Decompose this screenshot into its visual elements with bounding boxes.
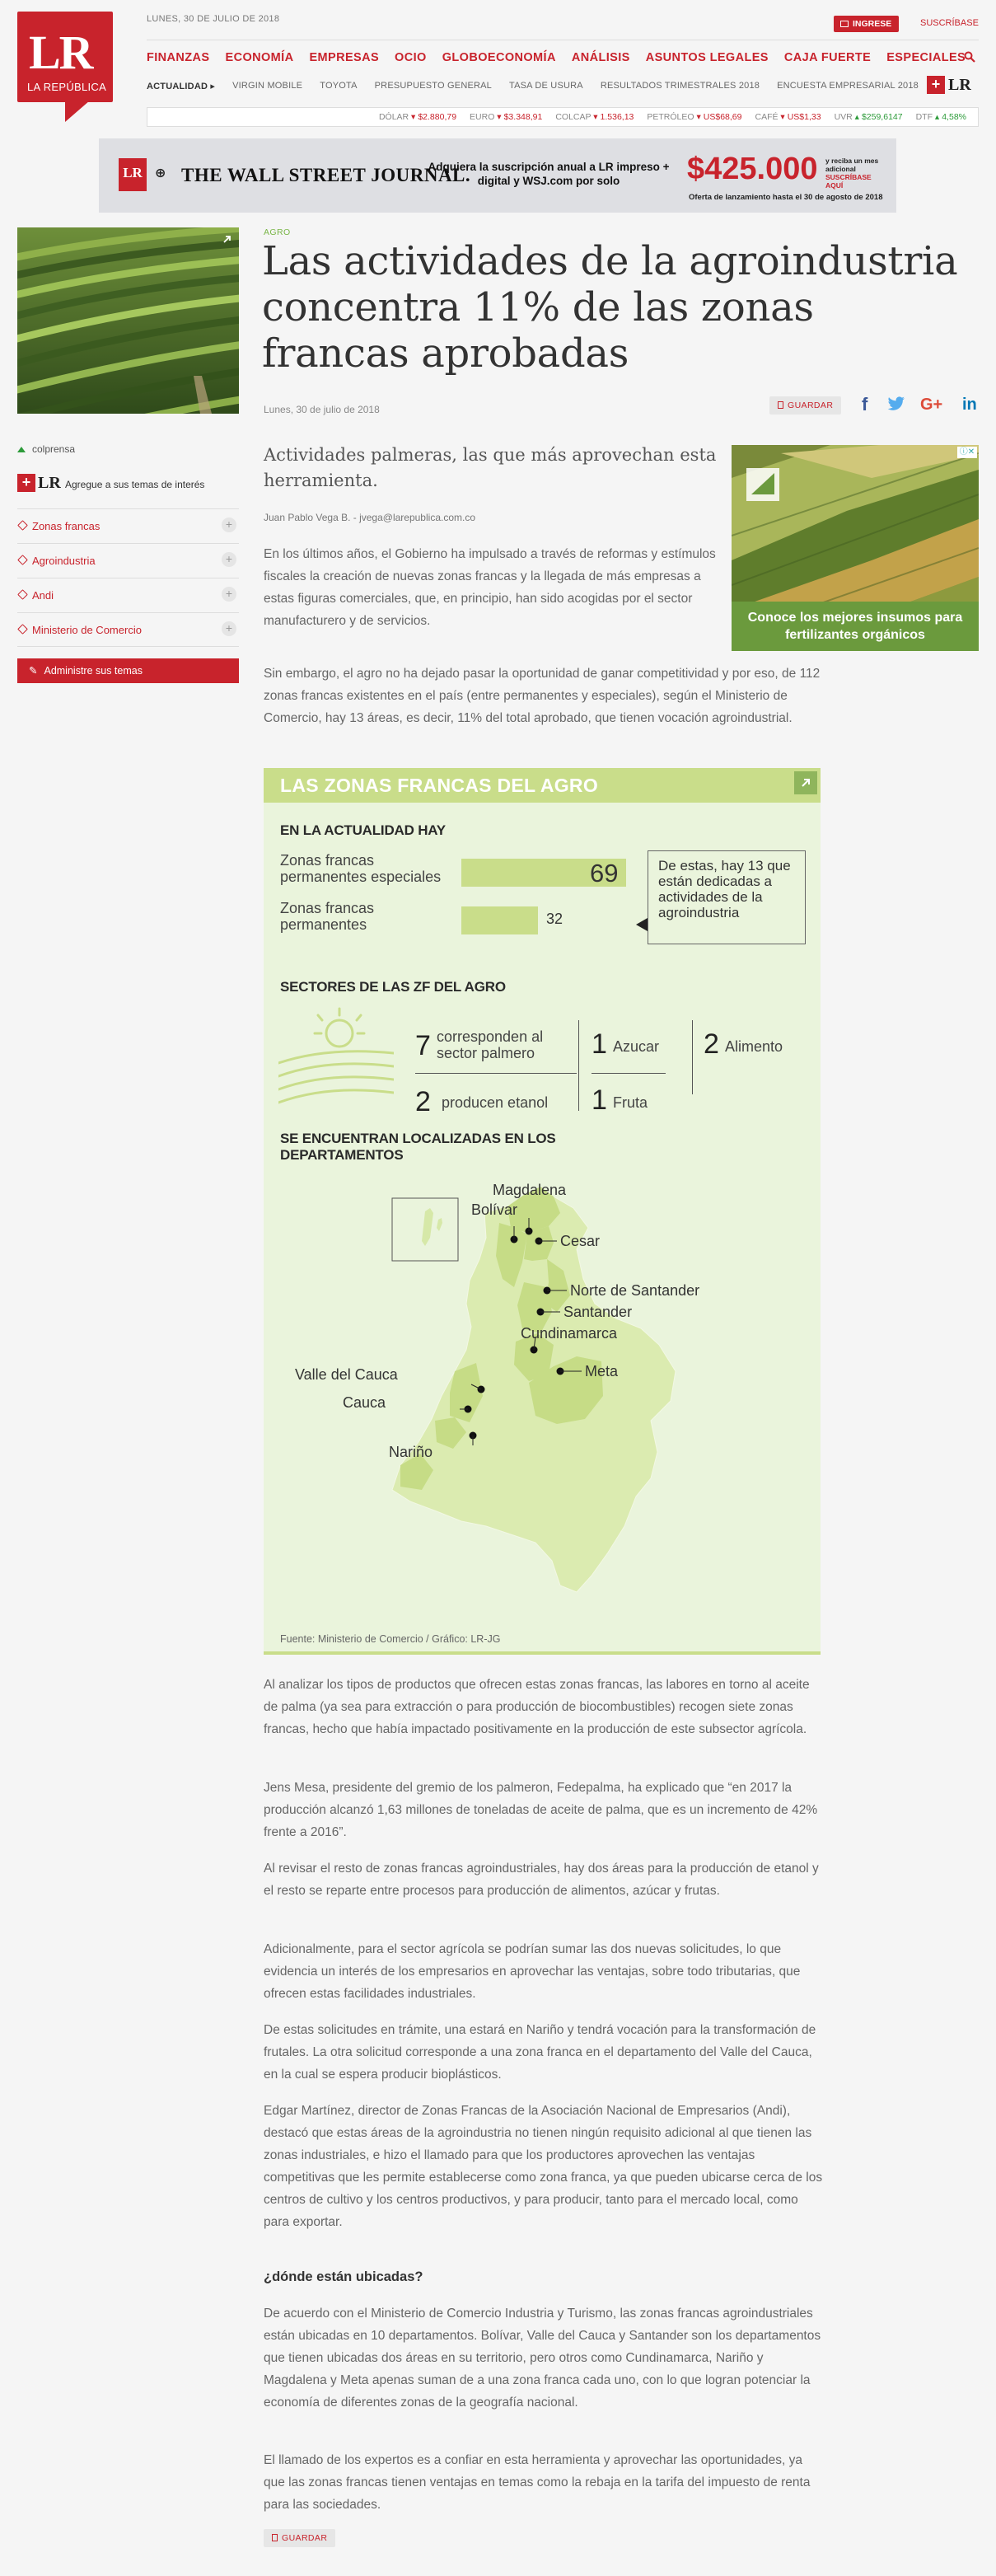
- subnav-item[interactable]: TOYOTA: [320, 81, 358, 91]
- map-label: Meta: [585, 1363, 619, 1379]
- main-nav: [147, 51, 981, 64]
- nav-globoeconomia[interactable]: GLOBOECONOMÍA: [442, 51, 556, 64]
- wsj-ad-banner[interactable]: LR ⊕ THE WALL STREET JOURNAL. Adquiera la suscripción anual a LR impreso + digital y WSJ.com por solo $425.000 y reciba un mes adicional SUSCRÍBASE AQUÍ Oferta de lanzamiento hasta el 30 de agosto de 2018: [99, 138, 896, 213]
- ad-price: $425.000: [687, 152, 818, 186]
- tag-icon: [17, 555, 28, 565]
- search-icon[interactable]: [964, 51, 975, 63]
- infographic-header: [264, 768, 821, 803]
- subnav-item[interactable]: TASA DE USURA: [509, 81, 583, 91]
- arrow-down-icon: ▾: [591, 112, 598, 122]
- bar-zonas-permanentes: [461, 906, 538, 934]
- sector-number: 1: [592, 1084, 607, 1116]
- ticker-item[interactable]: DTF ▴ 4,58%: [915, 112, 966, 122]
- subnav-item[interactable]: RESULTADOS TRIMESTRALES 2018: [600, 81, 760, 91]
- article-subheading: ¿dónde están ubicadas?: [264, 2269, 423, 2284]
- sector-number: 1: [592, 1028, 607, 1060]
- wsj-brand: THE WALL STREET JOURNAL.: [181, 165, 471, 185]
- sector-number: 7: [415, 1030, 431, 1061]
- nav-analisis[interactable]: ANÁLISIS: [571, 51, 630, 64]
- topic-andi[interactable]: Andi +: [17, 578, 239, 612]
- paragraph: Adicionalmente, para el sector agrícola se podrían sumar las dos nuevas solicitudes, lo que evidencia un interés de los empresarios en aprovechar las ventajas, sobre todo tributarias, que ofrecen estas facilidades industriales.: [264, 1942, 801, 2001]
- paragraph: Jens Mesa, presidente del gremio de los palmeron, Fedepalma, ha explicado que “en 2017 la producción alcanzó 1,63 millones de toneladas de aceite de palma, que es un incremento de 42% frente a 2016”.: [264, 1781, 818, 1839]
- arrow-down-icon: ▾: [778, 112, 785, 122]
- infographic-source: Fuente: Ministerio de Comercio / Gráfico: LR-JG: [280, 1633, 501, 1645]
- topic-agroindustria[interactable]: Agroindustria +: [17, 543, 239, 578]
- ad-text: Adquiera la suscripción anual a LR impreso + digital y WSJ.com por solo: [428, 161, 670, 187]
- save-button-bottom[interactable]: GUARDAR: [264, 2529, 335, 2547]
- bar-value: 32: [546, 911, 563, 927]
- infographic: [264, 768, 821, 1655]
- login-icon: [840, 21, 849, 27]
- infographic-title: LAS ZONAS FRANCAS DEL AGRO: [280, 775, 599, 796]
- tag-icon: [17, 520, 28, 531]
- paragraph: De acuerdo con el Ministerio de Comercio Industria y Turismo, las zonas francas agroindustriales están ubicadas en 10 departamentos. Bolívar, Valle del Cauca y Santander son los departamentos que tienen ubicadas dos áreas en su territorio, pero otros como Cundinamarca, Nariño y Magdalena y Meta apenas suman de a una zona franca cada uno, con lo que logran potenciar la economía de diferentes zonas de la geografía nacional.: [264, 2307, 821, 2410]
- lr-ad-logo: LR: [119, 158, 147, 191]
- nav-asuntos-legales[interactable]: ASUNTOS LEGALES: [645, 51, 769, 64]
- map-label: Cundinamarca: [521, 1325, 618, 1342]
- sector-label: Alimento: [725, 1038, 783, 1055]
- add-topic-icon[interactable]: +: [222, 518, 236, 532]
- section-heading: EN LA ACTUALIDAD HAY: [280, 822, 446, 838]
- sun-icon: [278, 1004, 394, 1106]
- tag-icon: [17, 624, 28, 635]
- ticker-item[interactable]: UVR ▴ $259,6147: [834, 112, 903, 122]
- site-header: [0, 0, 996, 132]
- market-ticker: [147, 107, 979, 127]
- article-date: Lunes, 30 de julio de 2018: [264, 404, 380, 415]
- tag-icon: [17, 589, 28, 600]
- ticker-item[interactable]: DÓLAR ▾ $2.880,79: [378, 112, 457, 122]
- sub-nav: [147, 81, 936, 91]
- sector-number: 2: [415, 1086, 431, 1117]
- pencil-icon: ✎: [29, 665, 38, 677]
- map-label: Valle del Cauca: [295, 1366, 398, 1383]
- article-lead: Actividades palmeras, las que más aprovechan esta herramienta.: [264, 445, 717, 490]
- arrow-up-icon: ▴: [933, 112, 940, 122]
- follow-topics-header: + LR Agregue a sus temas de interés: [17, 474, 239, 499]
- ad-offer: Oferta de lanzamiento hasta el 30 de agosto de 2018: [689, 193, 883, 202]
- ticker-item[interactable]: PETRÓLEO ▾ US$68,69: [647, 112, 742, 122]
- article-image[interactable]: [17, 227, 239, 414]
- subnav-item[interactable]: ENCUESTA EMPRESARIAL 2018: [777, 81, 919, 91]
- arrow-down-icon: ▾: [494, 112, 502, 122]
- google-plus-icon[interactable]: G+: [920, 396, 943, 414]
- paragraph: Sin embargo, el agro no ha dejado pasar la oportunidad de ganar competitividad y por eso, de 112 zonas francas existentes en el país (entre permanentes y especiales), según el Ministerio de Comercio, hay 13 áreas, es decir, 11% del total aprobado, que tienen vocación agroindustrial.: [264, 667, 821, 725]
- ad-caption: Conoce los mejores insumos para fertilizantes orgánicos: [732, 602, 979, 651]
- nav-ocio[interactable]: OCIO: [395, 51, 427, 64]
- site-logo[interactable]: [17, 12, 113, 127]
- login-button[interactable]: INGRESE: [834, 16, 899, 32]
- map-label: Nariño: [389, 1444, 433, 1460]
- map-label: Magdalena: [493, 1182, 567, 1198]
- nav-economia[interactable]: ECONOMÍA: [225, 51, 294, 64]
- sector-label: corresponden al sector palmero: [437, 1028, 544, 1061]
- section-heading: SE ENCUENTRAN LOCALIZADAS EN LOS DEPARTAMENTOS: [280, 1131, 556, 1163]
- add-topic-icon[interactable]: +: [222, 621, 236, 636]
- topic-zonas-francas[interactable]: Zonas francas +: [17, 508, 239, 543]
- ad-close-icon[interactable]: ⓘ✕: [957, 447, 977, 458]
- subnav-item[interactable]: VIRGIN MOBILE: [232, 81, 303, 91]
- arrow-down-icon: ▾: [409, 112, 416, 122]
- map-label: Bolívar: [471, 1201, 518, 1218]
- arrow-up-icon: ▴: [852, 112, 859, 122]
- bar-label: Zonas francas permanentes: [280, 900, 375, 933]
- paragraph: El llamado de los expertos es a confiar en esta herramienta y aprovechar las oportunidades, ya que las zonas francas tienen ventajas en temas como la rebaja en la tarifa del impuesto de renta para las sociedades.: [264, 2453, 811, 2512]
- callout-box: De estas, hay 13 que están dedicadas a actividades de la agroindustria: [648, 850, 806, 944]
- vineyard-photo: [17, 227, 239, 414]
- sector-number: 2: [704, 1028, 719, 1060]
- ticker-item[interactable]: EURO ▾ $3.348,91: [470, 112, 543, 122]
- add-topic-icon[interactable]: +: [222, 552, 236, 567]
- paragraph: Al analizar los tipos de productos que ofrecen estas zonas francas, las labores en torno al aceite de palma (ya sea para extracción o para producción de biocombustibles) recogen siete zonas francas, hecho que había impactado positivamente en la producción de este subsector agrícola.: [264, 1678, 810, 1736]
- header-date: LUNES, 30 DE JULIO DE 2018: [147, 14, 280, 24]
- ad-subscribe-link[interactable]: SUSCRÍBASE AQUÍ: [825, 173, 872, 190]
- map-label: Cesar: [560, 1233, 601, 1249]
- map-label: Santander: [563, 1304, 633, 1320]
- ticker-item[interactable]: CAFÉ ▾ US$1,33: [755, 112, 821, 122]
- photo-credit: colprensa: [17, 443, 75, 455]
- arrow-down-icon: ▾: [694, 112, 701, 122]
- manage-topics-button[interactable]: ✎ Administre sus temas: [17, 658, 239, 683]
- save-button[interactable]: GUARDAR: [769, 396, 841, 415]
- lr-plus-logo[interactable]: + LR: [927, 76, 984, 94]
- subnav-actualidad[interactable]: ACTUALIDAD ▸: [147, 82, 216, 91]
- nav-especiales[interactable]: ESPECIALES: [886, 51, 966, 64]
- bookmark-icon: [272, 2534, 278, 2541]
- logo-subtitle: LA REPÚBLICA: [27, 81, 107, 93]
- section-tag[interactable]: AGRO: [264, 227, 291, 237]
- bookmark-icon: [778, 401, 783, 409]
- fertilizer-ad[interactable]: [732, 445, 979, 651]
- expand-icon[interactable]: [217, 231, 236, 249]
- bar-label: Zonas francas permanentes especiales: [280, 852, 442, 885]
- nav-finanzas[interactable]: FINANZAS: [147, 51, 210, 64]
- paragraph: Al revisar el resto de zonas francas agroindustriales, hay dos áreas para la producción de etanol y el resto se reparte entre procesos para producción de alimentos, azúcar y frutas.: [264, 1862, 819, 1898]
- bar-value: 69: [590, 859, 619, 888]
- expand-icon[interactable]: [794, 771, 817, 794]
- paragraph: De estas solicitudes en trámite, una estará en Nariño y tendrá vocación para la transformación de frutales. La otra solicitud corresponde a una zona franca en el departamento del Valle del Cauca, en la cual se espera producir bioplásticos.: [264, 2023, 816, 2082]
- linkedin-icon[interactable]: in: [962, 396, 977, 414]
- callout-pointer: [636, 918, 648, 931]
- plus-icon: +: [927, 76, 945, 94]
- twitter-icon[interactable]: [887, 396, 905, 411]
- paragraph: En los últimos años, el Gobierno ha impulsado a través de reformas y estímulos fiscales la creación de nuevas zonas francas y la llegada de más empresas a estas figuras comerciales, que, en principio, han sido acogidas por el sector manufacturero y de servicios.: [264, 547, 716, 628]
- sector-label: Azucar: [613, 1038, 660, 1055]
- paragraph: Edgar Martínez, director de Zonas Francas de la Asociación Nacional de Empresarios (Andi), destacó que estas áreas de la agroindustria no tienen ningún requisito adicional al que tienen las zonas industriales, e hizo el llamado para que los productores aprovechen las ventajas competitivas que les permite establecerse como zona franca, ya que pueden ubicarse cerca de los centros de cultivo y los centros productivos, y para producir, tanto para el mercado local, como para exportar.: [264, 2104, 823, 2229]
- article-author: Juan Pablo Vega B. - jvega@larepublica.com.co: [264, 512, 475, 523]
- facebook-icon[interactable]: f: [862, 394, 868, 415]
- ticker-item[interactable]: COLCAP ▾ 1.536,13: [555, 112, 634, 122]
- topic-ministerio-comercio[interactable]: Ministerio de Comercio +: [17, 612, 239, 647]
- article-title: Las actividades de la agroindustria concentra 11% de las zonas francas aprobadas: [262, 238, 958, 377]
- subnav-item[interactable]: PRESUPUESTO GENERAL: [374, 81, 492, 91]
- logo-text: LR: [29, 26, 92, 79]
- subscribe-link[interactable]: SUSCRÍBASE: [920, 18, 979, 28]
- topics-list: [17, 508, 239, 647]
- section-heading: SECTORES DE LAS ZF DEL AGRO: [280, 979, 506, 995]
- add-topic-icon[interactable]: +: [222, 587, 236, 602]
- sector-label: producen etanol: [442, 1094, 549, 1111]
- map-label: Cauca: [343, 1394, 386, 1411]
- map-label: Norte de Santander: [570, 1282, 700, 1299]
- nav-empresas[interactable]: EMPRESAS: [309, 51, 380, 64]
- nav-caja-fuerte[interactable]: CAJA FUERTE: [783, 51, 872, 64]
- sector-label: Fruta: [613, 1094, 648, 1111]
- caret-up-icon: [17, 447, 26, 452]
- follow-topics-label: Agregue a sus temas de interés: [65, 479, 205, 490]
